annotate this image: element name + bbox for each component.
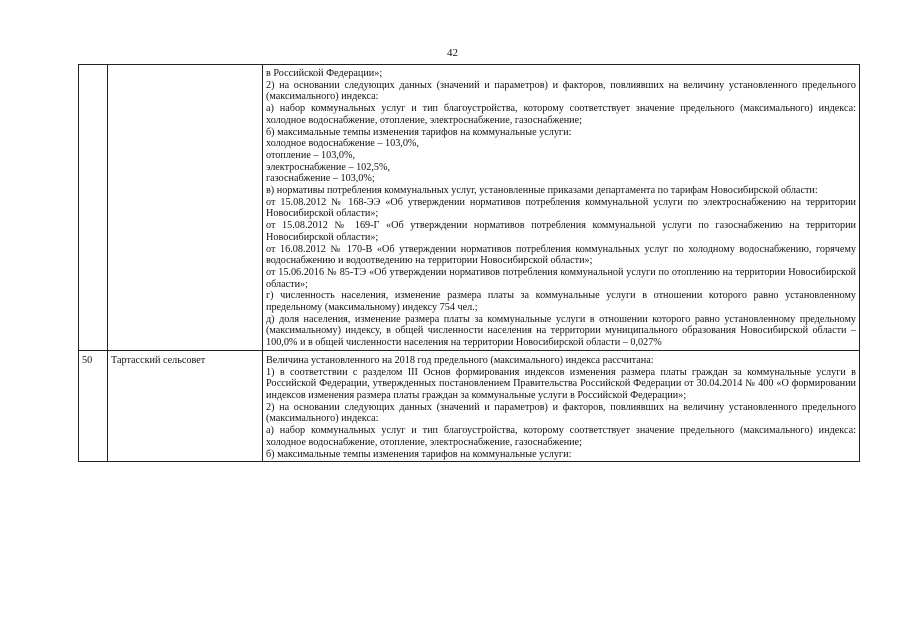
row-number-cell: 50 (79, 350, 108, 461)
description-line: от 15.08.2012 № 168-ЭЭ «Об утверждении нормативов потребления коммунальной услуги по электроснабжению на территории Новосибирской области»; (266, 196, 856, 220)
municipality-name-cell (108, 65, 263, 351)
table-row (79, 65, 860, 351)
description-cell (263, 350, 860, 461)
description-line: б) максимальные темпы изменения тарифов на коммунальные услуги: (266, 448, 572, 460)
description-line: а) набор коммунальных услуг и тип благоустройства, которому соответствует значение предельного (максимального) индекса: холодное водоснабжение, отопление, электроснабжение, газоснабжение; (266, 425, 856, 448)
description-line: электроснабжение – 102,5%, (266, 161, 391, 173)
index-table (78, 64, 860, 462)
description-line: в Российской Федерации»; (266, 68, 383, 79)
description-line: от 16.08.2012 № 170-В «Об утверждении нормативов потребления коммунальных услуг по холодному водоснабжению, горячему водоснабжению и водоотведению на территории Новосибирской области»; (266, 243, 856, 267)
description-line: д) доля населения, изменение размера платы за коммунальные услуги в отношении которого равно установленному предельному (максимальному) индексу, в общей численности населения на территории муниципального образования Новосибирской области – 100,0% и в общей численности населения на территории Новосибирской области – 0,027% (266, 313, 856, 349)
description-line: б) максимальные темпы изменения тарифов на коммунальные услуги: (266, 126, 572, 138)
description-line: Величина установленного на 2018 год предельного (максимального) индекса рассчитана: (266, 354, 654, 366)
description-line: от 15.08.2012 № 169-Г «Об утверждении нормативов потребления коммунальной услуги по газоснабжению на территории Новосибирской области»; (266, 220, 856, 243)
description-line: от 15.06.2016 № 85-ТЭ «Об утверждении нормативов потребления коммунальной услуги по отоплению на территории Новосибирской области»; (266, 266, 856, 290)
description-line: 2) на основании следующих данных (значений и параметров) и факторов, повлиявших на величину установленного предельного (максимального) индекса: (266, 401, 856, 425)
description-line: а) набор коммунальных услуг и тип благоустройства, которому соответствует значение предельного (максимального) индекса: холодное водоснабжение, отопление, электроснабжение, газоснабжение; (266, 103, 856, 126)
description-line: газоснабжение – 103,0%; (266, 173, 375, 185)
description-line: 1) в соответствии с разделом III Основ формирования индексов изменения размера платы граждан за коммунальные услуги в Российской Федерации, утвержденных постановлением Правительства Российской Федерации от 30.04.2014 № 400 «О формировании индексов изменения размера платы граждан за коммунальные услуги в Российской Федерации»; (266, 366, 856, 401)
table-row (79, 350, 860, 461)
description-line: холодное водоснабжение – 103,0%, (266, 138, 419, 150)
description-line: г) численность населения, изменение размера платы за коммунальные услуги в отношении которого равно установленному предельному (максимальному) индексу 754 чел.; (266, 290, 856, 314)
description-line: в) нормативы потребления коммунальных услуг, установленные приказами департамента по тарифам Новосибирской области: (266, 185, 818, 197)
description-line: отопление – 103,0%, (266, 149, 355, 161)
description-cell (263, 65, 860, 351)
description-line: 2) на основании следующих данных (значений и параметров) и факторов, повлиявших на величину установленного предельного (максимального) индекса: (266, 79, 856, 103)
row-number-cell (79, 65, 108, 351)
municipality-name-cell: Тартасский сельсовет (108, 350, 263, 461)
page-number: 42 (447, 47, 458, 59)
